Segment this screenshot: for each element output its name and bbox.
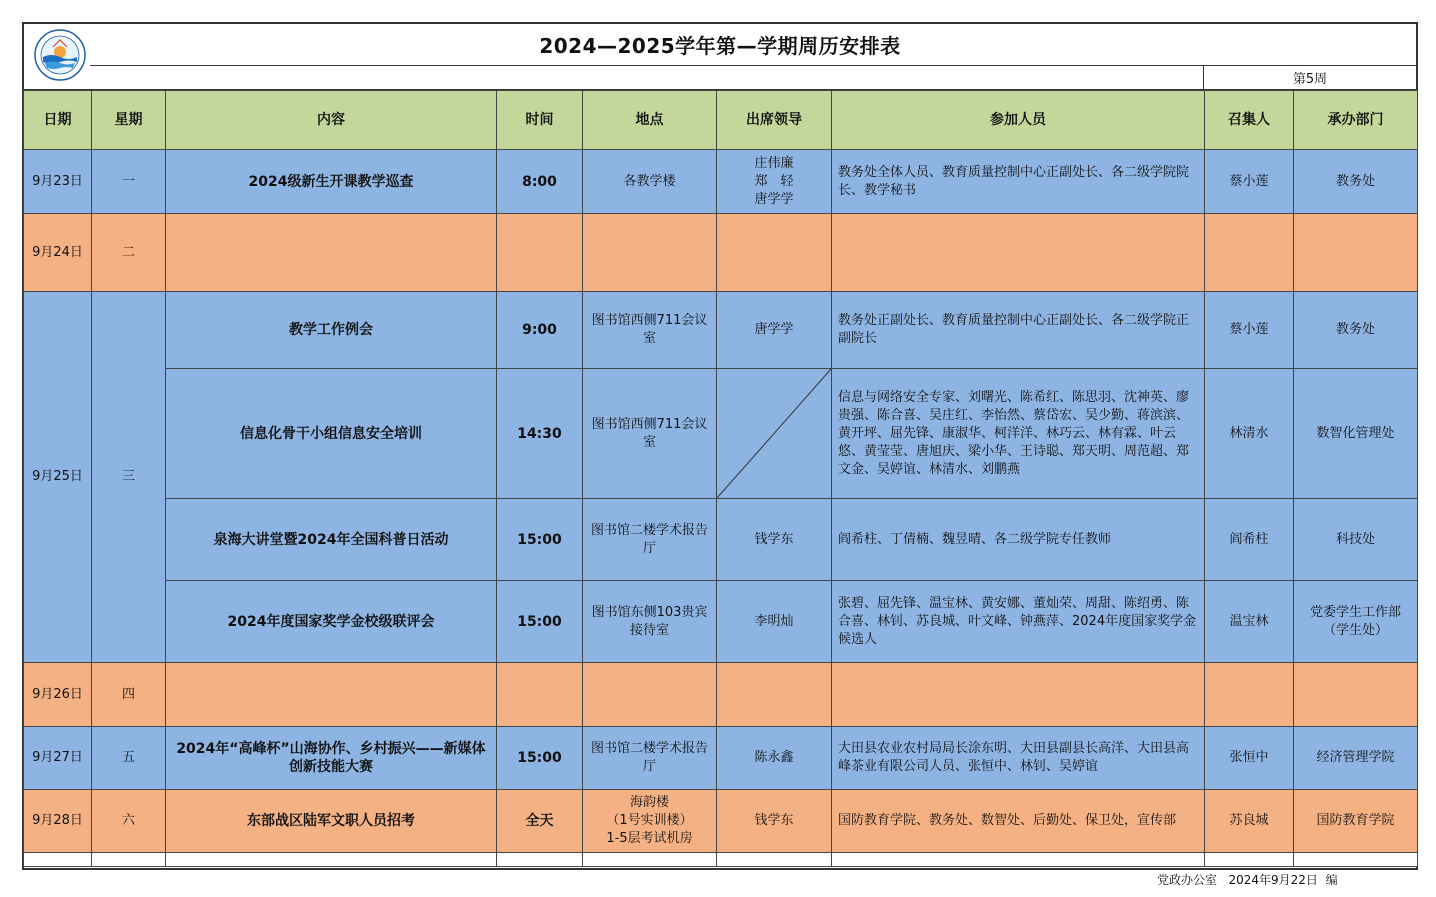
weekday-cell: 三: [92, 292, 166, 663]
time-cell: 9:00: [497, 292, 583, 369]
time-cell: 8:00: [497, 150, 583, 214]
date-cell: 9月24日: [24, 214, 92, 292]
leader-cell: 钱学东: [717, 499, 832, 581]
attendees-cell: 教务处正副处长、教育质量控制中心正副处长、各二级学院正副院长: [832, 292, 1205, 369]
convener-cell: 林清水: [1205, 369, 1294, 499]
date-cell: 9月25日: [24, 292, 92, 663]
content-cell: 泉海大讲堂暨2024年全国科普日活动: [166, 499, 497, 581]
convener-cell: 温宝林: [1205, 581, 1294, 663]
attendees-cell: 教务处全体人员、教育质量控制中心正副处长、各二级学院院长、教学秘书: [832, 150, 1205, 214]
table-row: [24, 292, 1418, 369]
table-row: [24, 214, 1418, 292]
content-cell: 2024级新生开课教学巡查: [166, 150, 497, 214]
convener-cell: 阎希柱: [1205, 499, 1294, 581]
leader-cell: 陈永鑫: [717, 727, 832, 790]
time-cell: [497, 214, 583, 292]
date-cell: 9月27日: [24, 727, 92, 790]
convener-cell: [1205, 214, 1294, 292]
leader-name: 庄伟廉: [754, 155, 794, 171]
table-row: [24, 663, 1418, 727]
content-cell: 东部战区陆军文职人员招考: [166, 790, 497, 853]
attendees-cell: 大田县农业农村局局长涂东明、大田县副县长高洋、大田县高峰茶业有限公司人员、张恒中、林钊、吴婷谊: [832, 727, 1205, 790]
table-row: [24, 790, 1418, 853]
time-cell: 14:30: [497, 369, 583, 499]
footer-office: 党政办公室: [1157, 873, 1218, 887]
location-cell: 图书馆二楼学术报告厅: [583, 499, 717, 581]
leader-cell: [717, 214, 832, 292]
location-line: 海韵楼: [629, 795, 669, 810]
footer-suffix: 编: [1325, 873, 1338, 887]
content-cell: 2024年“高峰杯”山海协作、乡村振兴——新媒体创新技能大赛: [166, 727, 497, 790]
time-cell: 全天: [497, 790, 583, 853]
location-line: （1号实训楼）: [606, 813, 693, 828]
location-cell: 各教学楼: [583, 150, 717, 214]
table-row: [24, 499, 1418, 581]
time-cell: [497, 663, 583, 727]
weekday-cell: 五: [92, 727, 166, 790]
table-row: [24, 150, 1418, 214]
content-cell: 信息化骨干小组信息安全培训: [166, 369, 497, 499]
empty-cell: [497, 853, 583, 867]
header-leader: 出席领导: [717, 91, 832, 150]
leader-cell: 李明灿: [717, 581, 832, 663]
convener-cell: [1205, 663, 1294, 727]
table-row: [24, 369, 1418, 499]
empty-cell: [92, 853, 166, 867]
department-cell: 教务处: [1294, 292, 1418, 369]
attendees-cell: 信息与网络安全专家、刘曙光、陈希红、陈思羽、沈神英、廖贵强、陈合喜、吴庄红、李怡然、蔡岱宏、吴少勤、蒋滨滨、黄开坪、屈先锋、康淑华、柯洋洋、林巧云、林有霖、叶云悠、黄莹莹、唐旭庆、梁小华、王诗聪、郑天明、周范超、郑文金、吴婷谊、林清水、刘鹏燕: [832, 369, 1205, 499]
header-convener: 召集人: [1205, 91, 1294, 150]
content-cell: [166, 214, 497, 292]
convener-cell: 蔡小莲: [1205, 150, 1294, 214]
attendees-cell: [832, 214, 1205, 292]
time-cell: 15:00: [497, 581, 583, 663]
weekday-cell: 一: [92, 150, 166, 214]
header-content: 内容: [166, 91, 497, 150]
location-line: 1-5层考试机房: [606, 831, 693, 846]
location-cell: [583, 790, 717, 853]
empty-cell: [583, 853, 717, 867]
weekday-cell: 二: [92, 214, 166, 292]
empty-cell: [1294, 853, 1418, 867]
week-number: 第5周: [1292, 72, 1328, 87]
weekday-cell: 四: [92, 663, 166, 727]
content-cell: 教学工作例会: [166, 292, 497, 369]
location-cell: [583, 214, 717, 292]
leader-cell-empty: [717, 369, 832, 499]
location-cell: [583, 663, 717, 727]
page-title: 2024—2025学年第—学期周历安排表: [539, 33, 901, 58]
attendees-cell: 张碧、屈先锋、温宝林、黄安娜、董灿荣、周甜、陈绍勇、陈合喜、林钊、苏良城、叶文峰、钟燕萍、2024年度国家奖学金候选人: [832, 581, 1205, 663]
leader-cell: [717, 663, 832, 727]
time-cell: 15:00: [497, 727, 583, 790]
empty-cell: [832, 853, 1205, 867]
department-cell: 经济管理学院: [1294, 727, 1418, 790]
table-row: [24, 727, 1418, 790]
attendees-cell: 国防教育学院、教务处、数智处、后勤处、保卫处，宣传部: [832, 790, 1205, 853]
header-row: [24, 91, 1418, 150]
content-cell: [166, 663, 497, 727]
department-cell: 教务处: [1294, 150, 1418, 214]
header-time: 时间: [497, 91, 583, 150]
location-cell: 图书馆东侧103贵宾接待室: [583, 581, 717, 663]
table-row: [24, 853, 1418, 867]
leader-name: 唐学学: [754, 191, 794, 207]
header-weekday: 星期: [92, 91, 166, 150]
header-attendees: 参加人员: [832, 91, 1205, 150]
header-date: 日期: [24, 91, 92, 150]
leader-cell: 钱学东: [717, 790, 832, 853]
content-cell: 2024年度国家奖学金校级联评会: [166, 581, 497, 663]
department-cell: [1294, 663, 1418, 727]
location-cell: 图书馆西侧711会议室: [583, 292, 717, 369]
empty-cell: [717, 853, 832, 867]
leader-cell: [717, 150, 832, 214]
convener-cell: 张恒中: [1205, 727, 1294, 790]
date-cell: 9月26日: [24, 663, 92, 727]
time-cell: 15:00: [497, 499, 583, 581]
department-cell: 党委学生工作部（学生处）: [1294, 581, 1418, 663]
location-cell: 图书馆西侧711会议室: [583, 369, 717, 499]
department-cell: 数智化管理处: [1294, 369, 1418, 499]
empty-cell: [24, 853, 92, 867]
empty-cell: [166, 853, 497, 867]
header-department: 承办部门: [1294, 91, 1418, 150]
convener-cell: 苏良城: [1205, 790, 1294, 853]
weekday-cell: 六: [92, 790, 166, 853]
date-cell: 9月23日: [24, 150, 92, 214]
department-cell: 科技处: [1294, 499, 1418, 581]
diagonal-line: [717, 369, 831, 498]
attendees-cell: 阎希柱、丁倩楠、魏昱晴、各二级学院专任教师: [832, 499, 1205, 581]
empty-cell: [1205, 853, 1294, 867]
leader-name: 郑 轻: [754, 173, 794, 189]
convener-cell: 蔡小莲: [1205, 292, 1294, 369]
leader-cell: 唐学学: [717, 292, 832, 369]
footer-date: 2024年9月22日: [1228, 873, 1318, 887]
location-cell: 图书馆二楼学术报告厅: [583, 727, 717, 790]
department-cell: 国防教育学院: [1294, 790, 1418, 853]
footer-note: [1157, 871, 1338, 888]
table-row: [24, 581, 1418, 663]
attendees-cell: [832, 663, 1205, 727]
header-location: 地点: [583, 91, 717, 150]
date-cell: 9月28日: [24, 790, 92, 853]
department-cell: [1294, 214, 1418, 292]
schedule-table: [23, 90, 1418, 867]
